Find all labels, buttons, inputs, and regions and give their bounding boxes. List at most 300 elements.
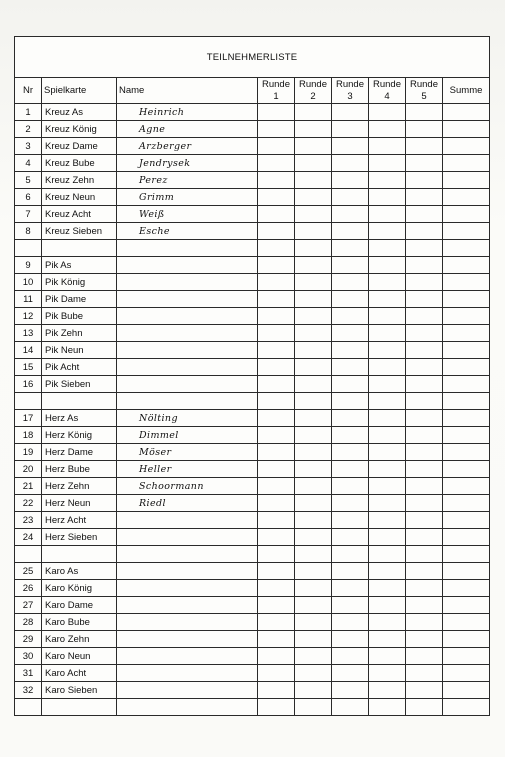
row-number: 27 [15, 597, 42, 614]
row-spielkarte: Herz Sieben [42, 529, 117, 546]
row-spielkarte: Karo König [42, 580, 117, 597]
row-spielkarte: Herz Acht [42, 512, 117, 529]
row-runde-5-cell [406, 563, 443, 580]
table-row [15, 104, 490, 121]
row-runde-5-cell [406, 359, 443, 376]
row-number: 28 [15, 614, 42, 631]
row-runde-3-cell [332, 478, 369, 495]
row-name [117, 631, 258, 648]
header-runde-1 [258, 78, 295, 104]
row-runde-5-cell [406, 495, 443, 512]
row-runde-5-cell [406, 342, 443, 359]
row-summe-cell [443, 495, 490, 512]
row-runde-4-cell [369, 376, 406, 393]
row-runde-2-cell [295, 257, 332, 274]
row-summe-cell [443, 257, 490, 274]
row-name [117, 580, 258, 597]
row-summe-cell [443, 172, 490, 189]
row-runde-3-cell [332, 274, 369, 291]
row-runde-1-cell [258, 495, 295, 512]
row-summe-cell [443, 121, 490, 138]
row-spielkarte: Kreuz Dame [42, 138, 117, 155]
row-runde-1-cell [258, 682, 295, 699]
row-runde-2-cell [295, 206, 332, 223]
row-name: Weiß [117, 206, 258, 223]
row-spielkarte: Kreuz König [42, 121, 117, 138]
table-row [15, 308, 490, 325]
row-runde-1-cell [258, 614, 295, 631]
row-name: Jendrysek [117, 155, 258, 172]
table-row [15, 291, 490, 308]
row-number: 18 [15, 427, 42, 444]
row-runde-5-cell [406, 614, 443, 631]
row-runde-5-cell [406, 580, 443, 597]
row-runde-1-cell [258, 461, 295, 478]
table-row [15, 665, 490, 682]
row-runde-4-cell [369, 648, 406, 665]
row-runde-2-cell [295, 682, 332, 699]
row-runde-4-cell [369, 172, 406, 189]
row-runde-2-cell [295, 223, 332, 240]
row-runde-1-cell [258, 699, 295, 716]
row-runde-5-cell [406, 189, 443, 206]
row-summe-cell [443, 580, 490, 597]
row-summe-cell [443, 410, 490, 427]
row-spielkarte [42, 699, 117, 716]
row-runde-2-cell [295, 410, 332, 427]
row-spielkarte: Kreuz Sieben [42, 223, 117, 240]
row-runde-3-cell [332, 393, 369, 410]
row-summe-cell [443, 614, 490, 631]
row-runde-2-cell [295, 614, 332, 631]
table-row [15, 189, 490, 206]
row-runde-2-cell [295, 563, 332, 580]
row-runde-1-cell [258, 257, 295, 274]
row-summe-cell [443, 546, 490, 563]
row-runde-2-cell [295, 580, 332, 597]
row-runde-1-cell [258, 291, 295, 308]
row-number: 21 [15, 478, 42, 495]
row-runde-3-cell [332, 631, 369, 648]
row-runde-1-cell [258, 410, 295, 427]
row-runde-2-cell [295, 393, 332, 410]
row-runde-2-cell [295, 427, 332, 444]
row-name [117, 546, 258, 563]
row-name [117, 376, 258, 393]
row-runde-5-cell [406, 121, 443, 138]
row-runde-3-cell [332, 461, 369, 478]
row-spielkarte [42, 546, 117, 563]
row-name: Arzberger [117, 138, 258, 155]
row-runde-2-cell [295, 342, 332, 359]
row-runde-3-cell [332, 376, 369, 393]
row-name: Möser [117, 444, 258, 461]
row-runde-3-cell [332, 682, 369, 699]
row-runde-4-cell [369, 240, 406, 257]
header-nr: Nr [15, 78, 42, 104]
row-spielkarte: Pik Dame [42, 291, 117, 308]
row-runde-5-cell [406, 325, 443, 342]
row-spielkarte: Herz Bube [42, 461, 117, 478]
row-name [117, 274, 258, 291]
row-number: 24 [15, 529, 42, 546]
row-runde-5-cell [406, 529, 443, 546]
row-runde-2-cell [295, 325, 332, 342]
row-runde-3-cell [332, 563, 369, 580]
row-name [117, 648, 258, 665]
row-runde-1-cell [258, 274, 295, 291]
row-number: 11 [15, 291, 42, 308]
table-row [15, 563, 490, 580]
row-runde-1-cell [258, 342, 295, 359]
row-runde-4-cell [369, 393, 406, 410]
table-row [15, 444, 490, 461]
row-number: 23 [15, 512, 42, 529]
row-runde-2-cell [295, 478, 332, 495]
table-row [15, 342, 490, 359]
row-runde-3-cell [332, 138, 369, 155]
row-runde-1-cell [258, 393, 295, 410]
row-runde-4-cell [369, 580, 406, 597]
row-summe-cell [443, 699, 490, 716]
row-summe-cell [443, 325, 490, 342]
row-number: 3 [15, 138, 42, 155]
header-runde-5-number: 5 [421, 90, 427, 102]
row-summe-cell [443, 682, 490, 699]
row-runde-1-cell [258, 104, 295, 121]
row-spielkarte: Karo As [42, 563, 117, 580]
row-number: 5 [15, 172, 42, 189]
row-runde-3-cell [332, 189, 369, 206]
row-spielkarte: Karo Acht [42, 665, 117, 682]
row-runde-3-cell [332, 155, 369, 172]
row-runde-2-cell [295, 665, 332, 682]
row-name [117, 614, 258, 631]
row-runde-1-cell [258, 206, 295, 223]
row-number: 9 [15, 257, 42, 274]
row-runde-1-cell [258, 138, 295, 155]
row-runde-2-cell [295, 189, 332, 206]
row-runde-1-cell [258, 427, 295, 444]
row-number: 12 [15, 308, 42, 325]
row-spielkarte: Kreuz Acht [42, 206, 117, 223]
row-spielkarte: Pik Bube [42, 308, 117, 325]
row-name: Grimm [117, 189, 258, 206]
row-runde-2-cell [295, 495, 332, 512]
row-summe-cell [443, 376, 490, 393]
header-runde-1-number: 1 [273, 90, 279, 102]
row-summe-cell [443, 189, 490, 206]
row-number: 4 [15, 155, 42, 172]
table-row [15, 461, 490, 478]
row-spielkarte: Kreuz Bube [42, 155, 117, 172]
row-name: Esche [117, 223, 258, 240]
row-summe-cell [443, 478, 490, 495]
row-runde-5-cell [406, 512, 443, 529]
row-runde-2-cell [295, 172, 332, 189]
row-number: 6 [15, 189, 42, 206]
row-number: 31 [15, 665, 42, 682]
header-runde-2-number: 2 [310, 90, 316, 102]
header-runde-3-word: Runde [336, 78, 364, 90]
row-runde-1-cell [258, 172, 295, 189]
row-runde-4-cell [369, 291, 406, 308]
row-number: 16 [15, 376, 42, 393]
row-runde-2-cell [295, 274, 332, 291]
table-row [15, 240, 490, 257]
row-name [117, 563, 258, 580]
row-number [15, 699, 42, 716]
row-runde-3-cell [332, 359, 369, 376]
row-name [117, 291, 258, 308]
row-runde-4-cell [369, 121, 406, 138]
row-summe-cell [443, 155, 490, 172]
row-runde-4-cell [369, 512, 406, 529]
row-runde-4-cell [369, 529, 406, 546]
row-runde-4-cell [369, 206, 406, 223]
row-runde-5-cell [406, 376, 443, 393]
row-summe-cell [443, 631, 490, 648]
header-runde-4-word: Runde [373, 78, 401, 90]
row-runde-5-cell [406, 240, 443, 257]
table-row [15, 155, 490, 172]
row-runde-4-cell [369, 563, 406, 580]
row-runde-3-cell [332, 444, 369, 461]
row-runde-3-cell [332, 291, 369, 308]
table-row [15, 427, 490, 444]
row-runde-2-cell [295, 444, 332, 461]
row-runde-5-cell [406, 172, 443, 189]
row-runde-4-cell [369, 461, 406, 478]
header-runde-5-word: Runde [410, 78, 438, 90]
table-row [15, 512, 490, 529]
row-spielkarte: Karo Sieben [42, 682, 117, 699]
row-summe-cell [443, 308, 490, 325]
row-spielkarte: Karo Neun [42, 648, 117, 665]
row-spielkarte: Kreuz Zehn [42, 172, 117, 189]
row-spielkarte: Herz König [42, 427, 117, 444]
row-name [117, 512, 258, 529]
row-number: 30 [15, 648, 42, 665]
row-spielkarte: Karo Dame [42, 597, 117, 614]
row-runde-1-cell [258, 512, 295, 529]
row-runde-5-cell [406, 546, 443, 563]
row-name [117, 257, 258, 274]
row-runde-5-cell [406, 206, 443, 223]
row-runde-4-cell [369, 274, 406, 291]
row-runde-4-cell [369, 308, 406, 325]
row-runde-1-cell [258, 529, 295, 546]
row-summe-cell [443, 104, 490, 121]
row-spielkarte: Pik Neun [42, 342, 117, 359]
row-spielkarte: Kreuz As [42, 104, 117, 121]
table-row [15, 648, 490, 665]
row-number: 29 [15, 631, 42, 648]
participant-table [14, 36, 490, 716]
row-runde-2-cell [295, 631, 332, 648]
row-runde-2-cell [295, 648, 332, 665]
row-runde-1-cell [258, 580, 295, 597]
table-row [15, 682, 490, 699]
row-runde-5-cell [406, 291, 443, 308]
row-name: Perez [117, 172, 258, 189]
table-row [15, 410, 490, 427]
row-summe-cell [443, 138, 490, 155]
row-runde-1-cell [258, 359, 295, 376]
table-row [15, 478, 490, 495]
row-spielkarte: Pik Acht [42, 359, 117, 376]
row-runde-4-cell [369, 104, 406, 121]
table-row [15, 393, 490, 410]
row-number [15, 546, 42, 563]
row-runde-1-cell [258, 376, 295, 393]
row-spielkarte [42, 393, 117, 410]
row-runde-3-cell [332, 206, 369, 223]
row-runde-4-cell [369, 495, 406, 512]
row-number: 7 [15, 206, 42, 223]
row-runde-5-cell [406, 648, 443, 665]
row-summe-cell [443, 563, 490, 580]
table-row [15, 580, 490, 597]
row-runde-3-cell [332, 427, 369, 444]
row-runde-3-cell [332, 104, 369, 121]
row-runde-3-cell [332, 257, 369, 274]
row-runde-1-cell [258, 240, 295, 257]
row-runde-5-cell [406, 427, 443, 444]
row-runde-5-cell [406, 308, 443, 325]
header-runde-3 [332, 78, 369, 104]
row-number: 14 [15, 342, 42, 359]
row-number: 13 [15, 325, 42, 342]
row-spielkarte: Pik Zehn [42, 325, 117, 342]
row-name [117, 240, 258, 257]
row-runde-2-cell [295, 240, 332, 257]
row-name [117, 359, 258, 376]
row-summe-cell [443, 529, 490, 546]
row-runde-1-cell [258, 325, 295, 342]
row-number: 17 [15, 410, 42, 427]
row-summe-cell [443, 393, 490, 410]
table-row [15, 546, 490, 563]
row-runde-3-cell [332, 546, 369, 563]
header-row [15, 78, 490, 104]
row-runde-1-cell [258, 155, 295, 172]
row-runde-1-cell [258, 631, 295, 648]
row-runde-3-cell [332, 325, 369, 342]
row-runde-4-cell [369, 682, 406, 699]
row-name [117, 308, 258, 325]
row-runde-5-cell [406, 274, 443, 291]
row-runde-5-cell [406, 223, 443, 240]
row-runde-5-cell [406, 597, 443, 614]
row-name: Riedl [117, 495, 258, 512]
table-row [15, 631, 490, 648]
row-summe-cell [443, 597, 490, 614]
row-runde-4-cell [369, 665, 406, 682]
row-spielkarte: Herz Neun [42, 495, 117, 512]
row-runde-5-cell [406, 461, 443, 478]
row-runde-4-cell [369, 189, 406, 206]
row-spielkarte: Herz As [42, 410, 117, 427]
row-spielkarte: Karo Zehn [42, 631, 117, 648]
row-runde-3-cell [332, 342, 369, 359]
row-summe-cell [443, 206, 490, 223]
table-row [15, 359, 490, 376]
row-spielkarte [42, 240, 117, 257]
table-row [15, 172, 490, 189]
row-runde-3-cell [332, 529, 369, 546]
row-runde-3-cell [332, 699, 369, 716]
header-name: Name [117, 78, 258, 104]
row-runde-1-cell [258, 444, 295, 461]
table-body [15, 104, 490, 716]
row-number: 26 [15, 580, 42, 597]
row-runde-1-cell [258, 189, 295, 206]
row-runde-3-cell [332, 240, 369, 257]
row-runde-2-cell [295, 359, 332, 376]
row-number: 22 [15, 495, 42, 512]
row-runde-4-cell [369, 138, 406, 155]
row-name: Agne [117, 121, 258, 138]
row-name: Nölting [117, 410, 258, 427]
row-summe-cell [443, 342, 490, 359]
table-row [15, 495, 490, 512]
row-summe-cell [443, 359, 490, 376]
row-name [117, 597, 258, 614]
row-runde-1-cell [258, 308, 295, 325]
header-runde-3-number: 3 [347, 90, 353, 102]
row-runde-5-cell [406, 699, 443, 716]
row-runde-3-cell [332, 121, 369, 138]
row-spielkarte: Pik Sieben [42, 376, 117, 393]
row-runde-1-cell [258, 121, 295, 138]
row-name: Heller [117, 461, 258, 478]
row-runde-2-cell [295, 512, 332, 529]
row-runde-5-cell [406, 155, 443, 172]
row-number: 15 [15, 359, 42, 376]
row-number: 8 [15, 223, 42, 240]
row-runde-3-cell [332, 512, 369, 529]
row-runde-5-cell [406, 478, 443, 495]
header-spielkarte: Spielkarte [42, 78, 117, 104]
row-runde-5-cell [406, 410, 443, 427]
row-summe-cell [443, 648, 490, 665]
row-runde-1-cell [258, 478, 295, 495]
row-runde-1-cell [258, 597, 295, 614]
row-runde-4-cell [369, 257, 406, 274]
table-row [15, 529, 490, 546]
row-name [117, 325, 258, 342]
table-row [15, 274, 490, 291]
header-summe: Summe [443, 78, 490, 104]
row-runde-5-cell [406, 444, 443, 461]
row-name: Dimmel [117, 427, 258, 444]
row-runde-5-cell [406, 257, 443, 274]
row-runde-4-cell [369, 444, 406, 461]
row-summe-cell [443, 512, 490, 529]
row-runde-4-cell [369, 223, 406, 240]
row-number [15, 240, 42, 257]
row-runde-3-cell [332, 410, 369, 427]
header-runde-4 [369, 78, 406, 104]
row-name [117, 682, 258, 699]
row-number: 20 [15, 461, 42, 478]
row-runde-4-cell [369, 410, 406, 427]
row-runde-3-cell [332, 223, 369, 240]
row-runde-4-cell [369, 631, 406, 648]
row-number: 2 [15, 121, 42, 138]
row-name: Heinrich [117, 104, 258, 121]
